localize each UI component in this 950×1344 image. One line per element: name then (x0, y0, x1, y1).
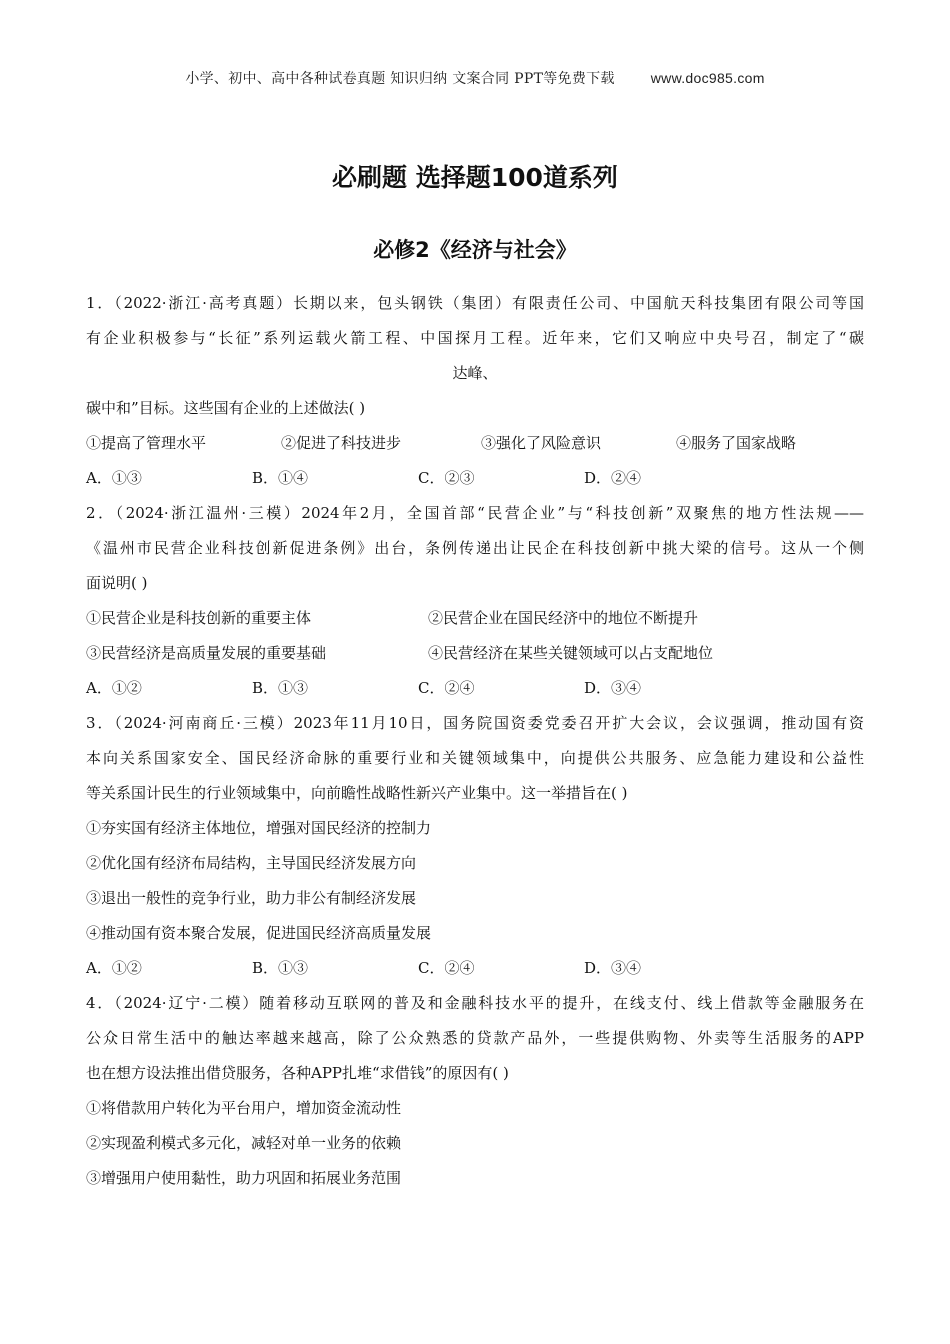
page-header (0, 68, 950, 88)
page-title: 必刷题 选择题100道系列 (332, 163, 618, 192)
statement-options (86, 636, 864, 671)
statement-options (86, 426, 864, 461)
question-stem-line: 1．（2022·浙江·高考真题）长期以来，包头钢铁（集团）有限责任公司、中国航天科技集团有限公司等国 (86, 294, 864, 312)
statement-option: ③强化了风险意识 (481, 434, 602, 452)
question-stem-line: 达峰、 (452, 364, 498, 382)
statement-option: ①提高了管理水平 (86, 434, 207, 452)
answer-choice-d: D．②④ (584, 469, 642, 487)
page-subtitle: 必修2《经济与社会》 (373, 238, 577, 262)
question-stem-line: 等关系国计民生的行业领域集中，向前瞻性战略性新兴产业集中。这一举措旨在( ) (86, 784, 628, 802)
statement-option: ③民营经济是高质量发展的重要基础 (86, 644, 327, 662)
question-3 (86, 706, 864, 986)
header-url[interactable]: www.doc985.com (650, 70, 765, 86)
statement-option: ③增强用户使用黏性，助力巩固和拓展业务范围 (86, 1169, 402, 1187)
answer-choice-b: B．①③ (252, 679, 309, 697)
question-4 (86, 986, 864, 1196)
answer-choice-c: C．②③ (418, 469, 475, 487)
statement-options (86, 601, 864, 636)
answer-choices (86, 461, 864, 496)
statement-option: ④推动国有资本聚合发展，促进国民经济高质量发展 (86, 924, 432, 942)
statement-option: ②实现盈利模式多元化，减轻对单一业务的依赖 (86, 1134, 402, 1152)
statement-option: ①民营企业是科技创新的重要主体 (86, 609, 312, 627)
statement-option: ②优化国有经济布局结构，主导国民经济发展方向 (86, 854, 417, 872)
question-1 (86, 286, 864, 496)
question-stem-line: 有企业积极参与“长征”系列运载火箭工程、中国探月工程。近年来，它们又响应中央号召，制定了“碳 (86, 329, 864, 347)
answer-choice-d: D．③④ (584, 959, 642, 977)
answer-choice-a: A．①③ (86, 469, 142, 487)
answer-choices (86, 951, 864, 986)
answer-choice-d: D．③④ (584, 679, 642, 697)
answer-choice-c: C．②④ (418, 959, 475, 977)
statement-option: ③退出一般性的竞争行业，助力非公有制经济发展 (86, 889, 417, 907)
question-list (86, 286, 864, 1196)
statement-option: ④服务了国家战略 (676, 434, 797, 452)
question-stem-line: 《温州市民营企业科技创新促进条例》出台，条例传递出让民企在科技创新中挑大梁的信号。这从一个侧 (86, 539, 864, 557)
statement-option: ②民营企业在国民经济中的地位不断提升 (428, 609, 699, 627)
question-stem-line: 2．（2024·浙江温州·三模）2024年2月，全国首部“民营企业”与“科技创新”双聚焦的地方性法规—— (86, 504, 864, 522)
answer-choice-a: A．①② (86, 679, 142, 697)
question-stem-line: 碳中和”目标。这些国有企业的上述做法( ) (86, 399, 366, 417)
statement-option: ②促进了科技进步 (281, 434, 402, 452)
question-stem-line: 也在想方设法推出借贷服务，各种APP扎堆“求借钱”的原因有( ) (86, 1064, 509, 1082)
question-stem-line: 面说明( ) (86, 574, 148, 592)
answer-choice-b: B．①④ (252, 469, 309, 487)
question-stem-line: 4．（2024·辽宁·二模）随着移动互联网的普及和金融科技水平的提升，在线支付、线上借款等金融服务在 (86, 994, 864, 1012)
statement-option: ④民营经济在某些关键领域可以占支配地位 (428, 644, 714, 662)
answer-choices (86, 671, 864, 706)
question-stem-line: 3．（2024·河南商丘·三模）2023年11月10日，国务院国资委党委召开扩大会议，会议强调，推动国有资 (86, 714, 864, 732)
header-text: 小学、初中、高中各种试卷真题 知识归纳 文案合同 PPT等免费下载 (185, 71, 615, 87)
answer-choice-a: A．①② (86, 959, 142, 977)
question-stem-line: 公众日常生活中的触达率越来越高，除了公众熟悉的贷款产品外，一些提供购物、外卖等生活服务的APP (86, 1029, 864, 1047)
answer-choice-c: C．②④ (418, 679, 475, 697)
answer-choice-b: B．①③ (252, 959, 309, 977)
statement-option: ①将借款用户转化为平台用户，增加资金流动性 (86, 1099, 402, 1117)
statement-option: ①夯实国有经济主体地位，增强对国民经济的控制力 (86, 819, 432, 837)
question-stem-line: 本向关系国家安全、国民经济命脉的重要行业和关键领域集中，向提供公共服务、应急能力建设和公益性 (86, 749, 864, 767)
question-2 (86, 496, 864, 706)
